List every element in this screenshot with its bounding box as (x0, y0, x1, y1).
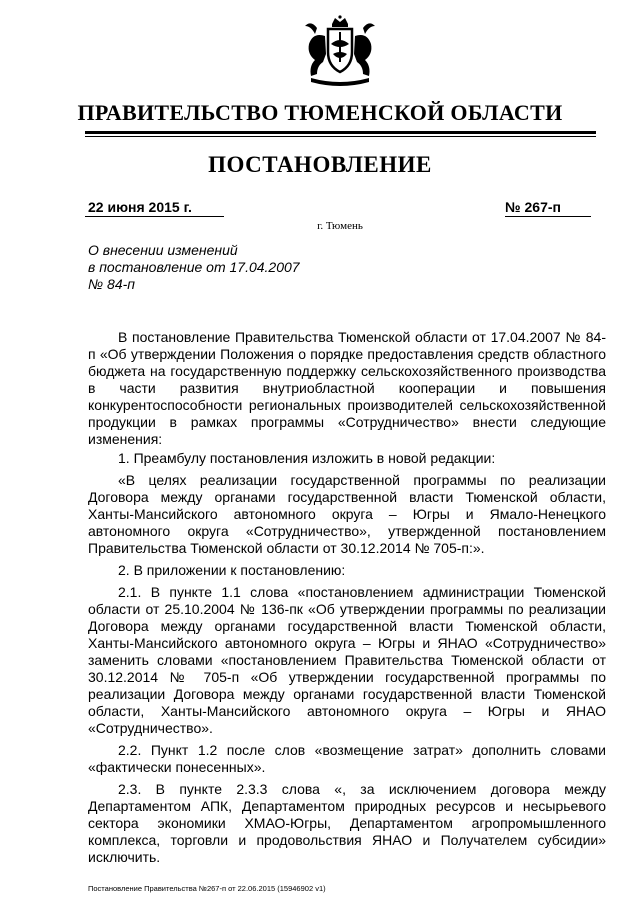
organization-title: ПРАВИТЕЛЬСТВО ТЮМЕНСКОЙ ОБЛАСТИ (77, 100, 563, 125)
subject-line: в постановление от 17.04.2007 (88, 259, 300, 275)
header-rule-thin (85, 136, 596, 137)
number-underline (505, 216, 591, 217)
document-type-title: ПОСТАНОВЛЕНИЕ (208, 152, 432, 177)
document-subject (88, 242, 388, 293)
document-footer: Постановление Правительства №267-п от 22.06.2015 (15946902 v1) (88, 884, 326, 893)
header-rule-thick (85, 131, 596, 134)
paragraph-item-2-1: 2.1. В пункте 1.1 слова «постановлением администрации Тюменской области от 25.10.2004 № 136-пк «Об утверждении программы по реализации Договора между органами государственной власти Тюменской области, Ханты-Мансийского автономного округа – Югры и ЯНАО «Сотрудничество» заменить словами «постановлением Правительства Тюменской области от 30.12.2014 № 705-п «Об утверждении государственной программы по реализации Договора между органами государственной власти Тюменской области, Ханты-Мансийского автономного округа – Югры и ЯНАО «Сотрудничество». (88, 584, 606, 736)
document-number: № 267-п (505, 199, 561, 215)
document-city: г. Тюмень (317, 220, 363, 232)
coat-of-arms-icon (295, 14, 385, 90)
document-date: 22 июня 2015 г. (88, 199, 192, 215)
subject-line: № 84-п (88, 276, 135, 292)
paragraph-intro: В постановление Правительства Тюменской области от 17.04.2007 № 84-п «Об утверждении Положения о порядке предоставления средств областного бюджета на государственную поддержку сельскохозяйственного производства в части развития внутриобластной кооперации и повышения конкурентоспособности региональных производителей сельскохозяйственной продукции в рамках программы «Сотрудничество» внести следующие изменения: (88, 329, 606, 447)
document-body (88, 329, 606, 866)
paragraph-item-2: 2. В приложении к постановлению: (118, 562, 346, 578)
subject-line: О внесении изменений (88, 242, 238, 258)
paragraph-item-1: 1. Преамбулу постановления изложить в новой редакции: (118, 450, 496, 466)
paragraph-item-2-2: 2.2. Пункт 1.2 после слов «возмещение затрат» дополнить словами «фактически понесенных». (88, 742, 606, 775)
date-underline (85, 216, 224, 217)
paragraph-item-2-3: 2.3. В пункте 2.3.3 слова «, за исключением договора между Департаментом АПК, Департаментом природных ресурсов и несырьевого сектора экономики ХМАО-Югры, Департаментом агропромышленного комплекса, торговли и продовольствия ЯНАО и Получателем субсидии» исключить. (88, 781, 606, 865)
paragraph-item-1-quote: «В целях реализации государственной программы по реализации Договора между органами государственной власти Тюменской области, Ханты-Мансийского автономного округа – Югры и Ямало-Ненецкого автономного округа «Сотрудничество», утвержденной постановлением Правительства Тюменской области от 30.12.2014 № 705-п:». (88, 472, 606, 556)
